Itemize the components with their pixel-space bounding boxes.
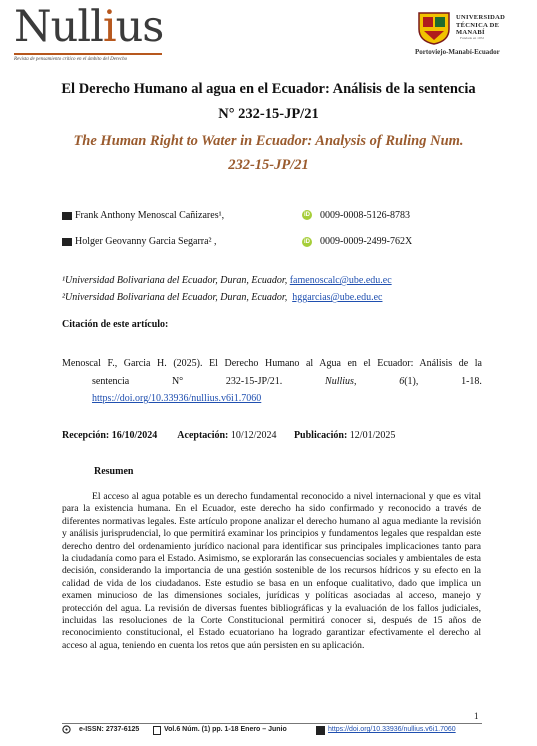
- university-name: UNIVERSIDAD TÉCNICA DE MANABÍ: [456, 14, 506, 36]
- title-es-line1: El Derecho Humano al agua en el Ecuador: Análisis de la sentencia: [61, 81, 476, 97]
- author-orcid[interactable]: 0009-0009-2499-762X: [320, 236, 413, 247]
- title-en-line1: The Human Right to Water in Ecuador: Analysis of Ruling Num.: [73, 133, 464, 149]
- university-shield-icon: [416, 11, 452, 45]
- author-1: [62, 210, 224, 221]
- university-city: Portoviejo-Manabí-Ecuador: [415, 48, 500, 56]
- footer-doi-link[interactable]: https://doi.org/10.33936/nullius.v6i1.7060: [328, 726, 456, 733]
- envelope-icon[interactable]: [62, 238, 72, 246]
- journal-logo: Nullius: [14, 2, 164, 52]
- title-es-line2: N° 232-15-JP/21: [218, 106, 319, 122]
- envelope-icon[interactable]: [62, 212, 72, 220]
- publication-dates: Recepción: 16/10/2024 Aceptación: 10/12/2024 Publicación: 12/01/2025: [62, 430, 396, 441]
- page-number: 1: [474, 711, 479, 721]
- citation-heading: Citación de este artículo:: [62, 319, 169, 330]
- author-email[interactable]: hggarcias@ube.edu.ec: [292, 292, 383, 303]
- logo-underline: [14, 53, 162, 55]
- orcid-icon[interactable]: iD: [304, 212, 310, 218]
- university-founded: Fundada en 1952: [460, 36, 485, 40]
- author-orcid[interactable]: 0009-0008-5126-8783: [320, 210, 410, 221]
- author-name: Holger Geovanny Garcia Segarra² ,: [75, 236, 217, 247]
- footer-rule: [62, 723, 482, 724]
- author-name: Frank Anthony Menoscal Cañizares¹,: [75, 210, 225, 221]
- author-2: [62, 236, 217, 247]
- footer-volume: Vol.6 Núm. (1) pp. 1-18 Enero – Junio: [164, 726, 287, 733]
- doi-icon: [316, 726, 325, 735]
- citation-line-2: sentencia N° 232-15-JP/21. Nullius, 6(1), 1-18.: [92, 376, 482, 387]
- affiliation-1: ¹Universidad Bolivariana del Ecuador, Duran, Ecuador, famenoscalc@ube.edu.ec: [62, 275, 392, 286]
- volume-icon: [153, 726, 161, 735]
- abstract-body: El acceso al agua potable es un derecho fundamental reconocido a nivel internacional y que es vital para la existencia humana. En el Ecuador, este derecho ha sido confirmado y reconocido a través de diferentes normativas legales. Este artículo propone analizar el derecho humano al agua mediante la revisión y análisis jurisprudencial, lo que permitirá examinar los principios y fundamentos legales que respaldan este derecho dentro del ordenamiento jurídico nacional para identificar sus principales implicaciones tanto para la ciudadanía como para el Estado. Asimismo, se explorarán las consecuencias sociales y ambientales de esta decisión, considerando la importancia de una gestión sostenible de los recursos hídricos y su efecto en la calidad de vida de los ciudadanos. Este estudio se basa en un enfoque cualitativo, dado que implica un examen minucioso de las dimensiones sociales, jurídicas y políticas asociadas al acceso, manejo y protección del agua. La revisión de diversas fuentes bibliográficas y la evaluación de los fallos judiciales, incluidas las resoluciones de la Corte Constitucional permitirá conocer si, después de 15 años de reconocimiento constitucional, el Estado ecuatoriano ha logrado garantizar efectivamente el derecho al acceso al agua, teniendo en cuenta los retos que aún persisten en su aplicación.: [62, 491, 481, 651]
- affiliation-2: ²Universidad Bolivariana del Ecuador, Duran, Ecuador, hggarcias@ube.edu.ec: [62, 292, 383, 303]
- citation-doi-link[interactable]: https://doi.org/10.33936/nullius.v6i1.7060: [92, 393, 262, 404]
- abstract-heading: Resumen: [94, 466, 134, 477]
- footer-eissn: e-ISSN: 2737-6125: [79, 726, 140, 733]
- author-email[interactable]: famenoscalc@ube.edu.ec: [289, 275, 392, 286]
- citation-line-1: Menoscal F., Garcia H. (2025). El Derecho Humano al Agua en el Ecuador: Análisis de la: [62, 358, 482, 369]
- journal-subtitle: Revista de pensamiento crítico en el ámbito del Derecho: [14, 57, 128, 62]
- cc-icon: [62, 725, 71, 734]
- title-en-line2: 232-15-JP/21: [228, 157, 309, 173]
- orcid-icon[interactable]: iD: [304, 239, 310, 245]
